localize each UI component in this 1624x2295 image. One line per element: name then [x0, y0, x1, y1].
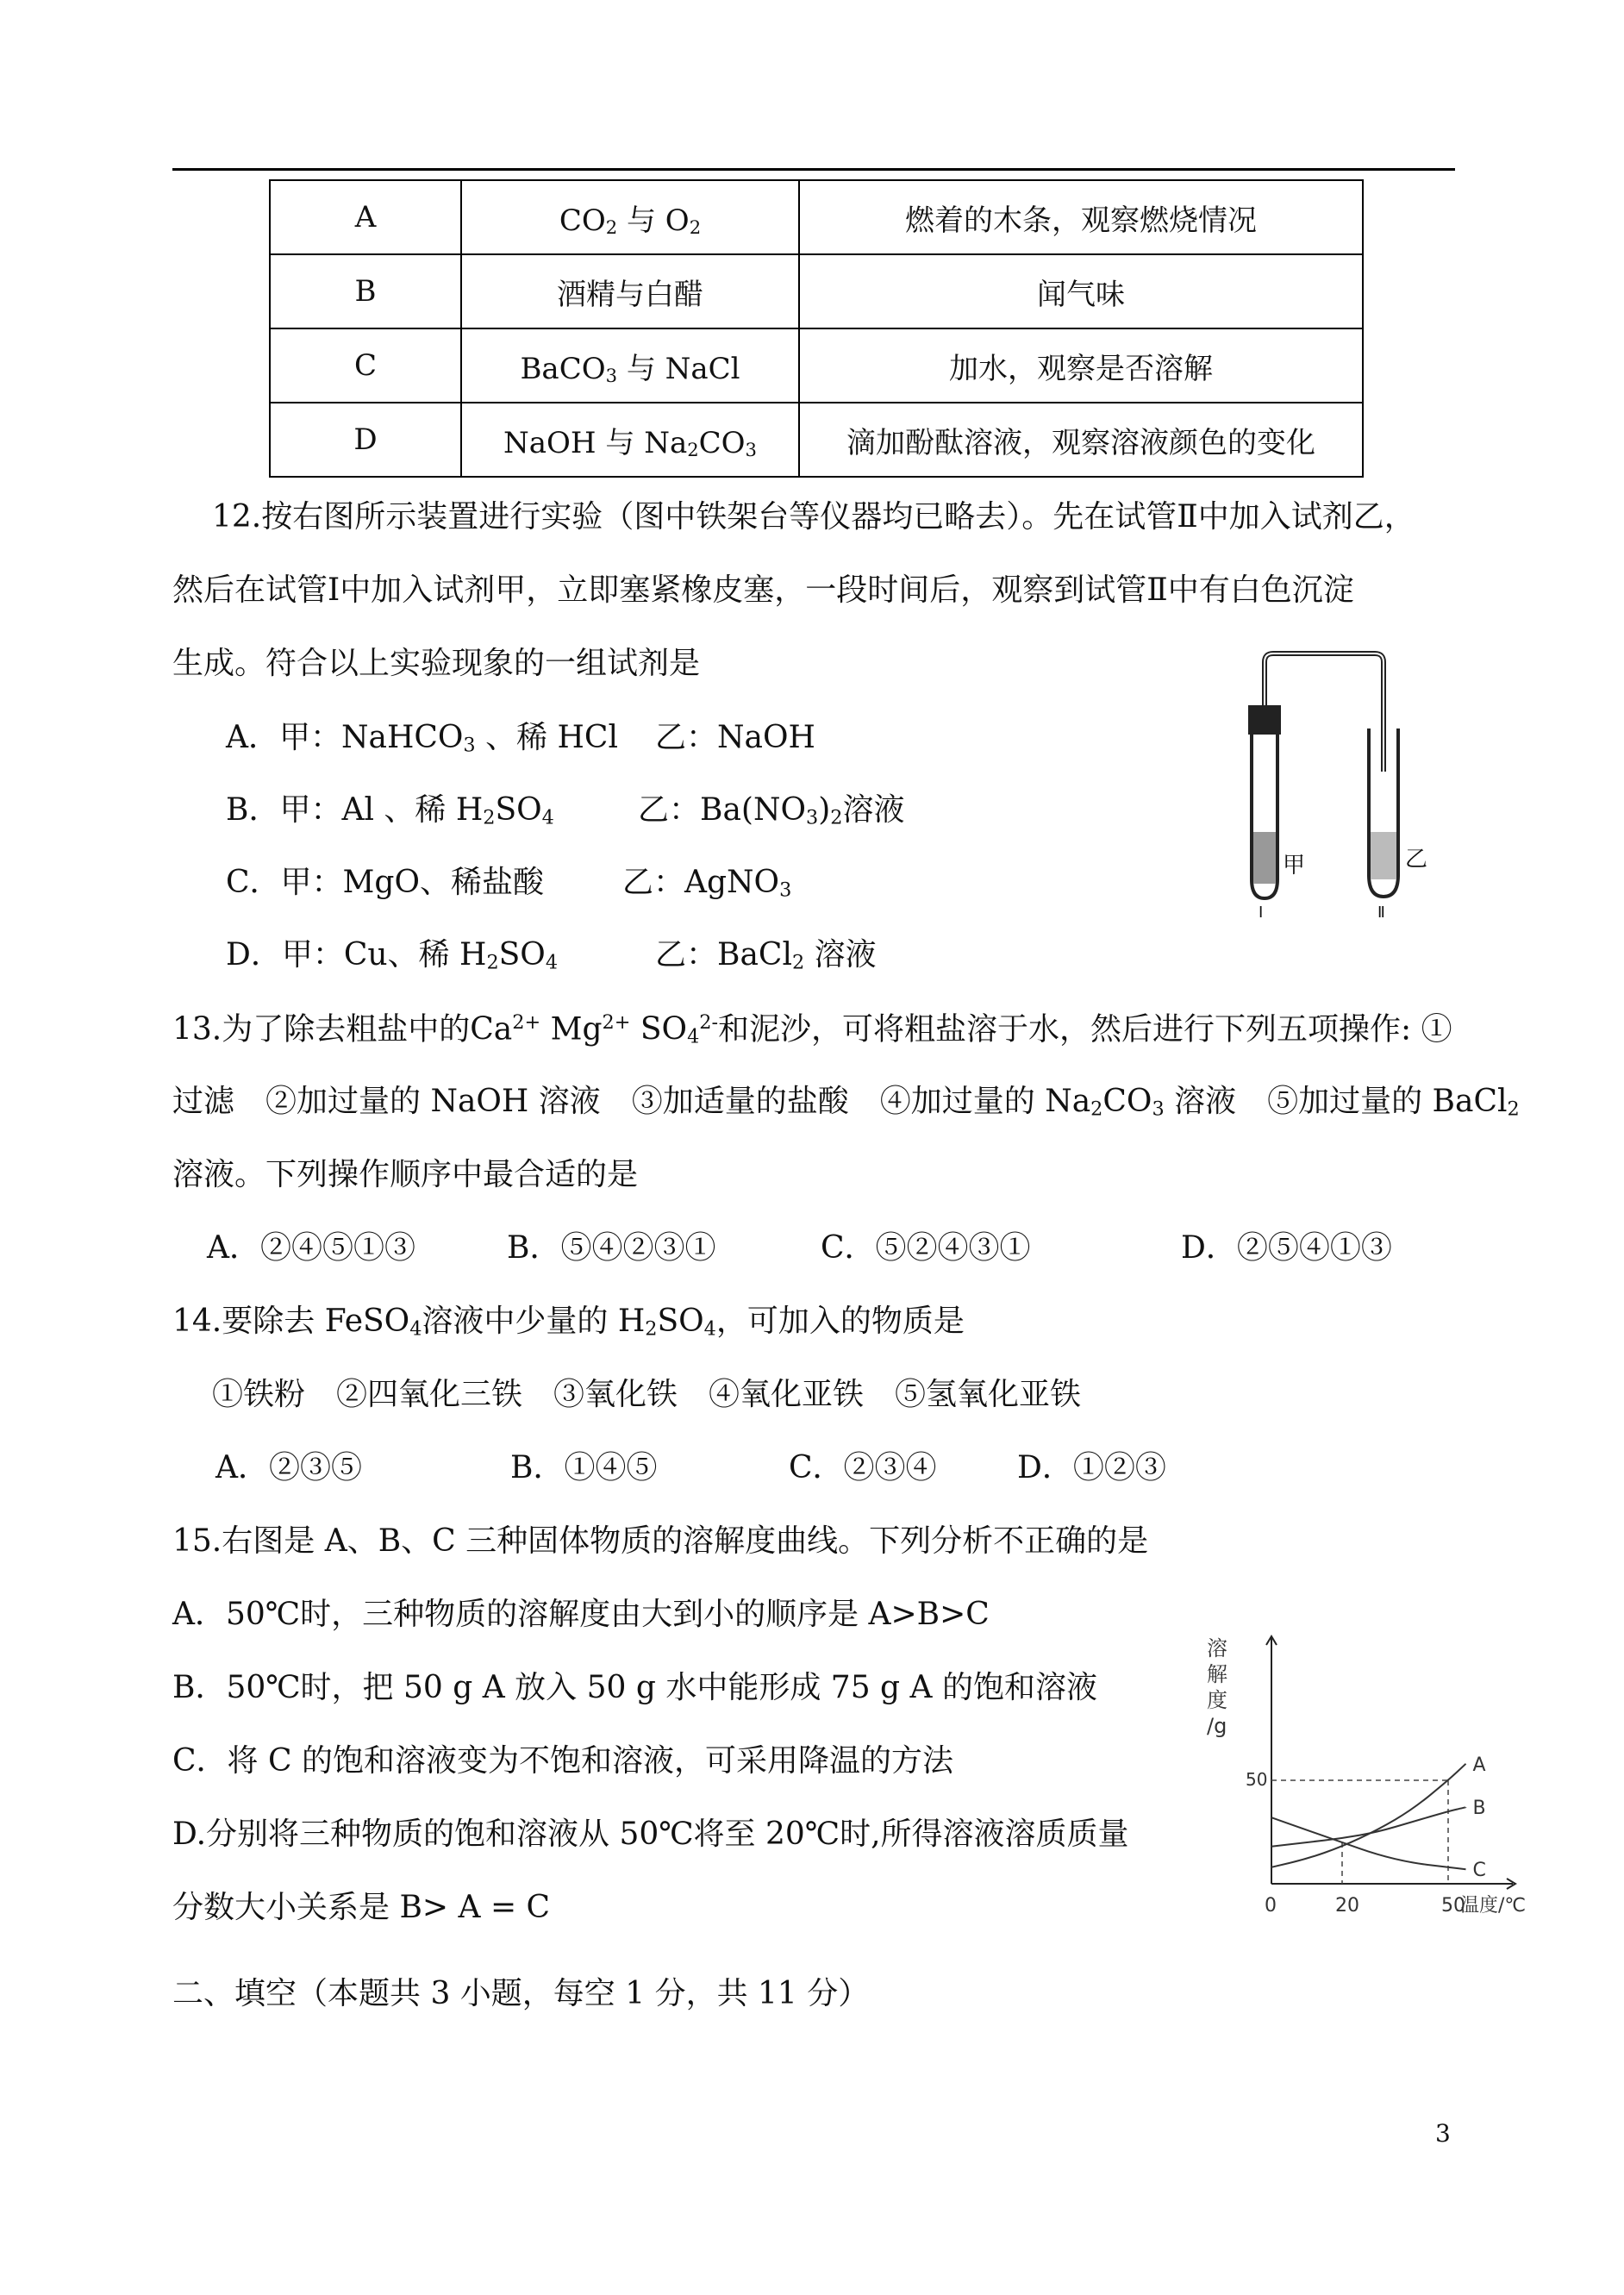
q15-stem: 15.右图是 A、B、C 三种固体物质的溶解度曲线。下列分析不正确的是 [172, 1523, 1149, 1559]
table-cell-label: A [270, 180, 461, 254]
x-tick-label: 0 [1265, 1895, 1277, 1917]
q12-stem-line-1: 12.按右图所示装置进行实验（图中铁架台等仪器均已略去）。先在试管Ⅱ中加入试剂乙， [212, 499, 1415, 535]
table-row [270, 328, 1363, 403]
q12-stem-line-3: 生成。符合以上实验现象的一组试剂是 [172, 646, 701, 681]
q15-option-c: C．将 C 的饱和溶液变为不饱和溶液，可采用降温的方法 [172, 1743, 953, 1779]
section-2-heading: 二、填空（本题共 3 小题，每空 1 分，共 11 分） [172, 1976, 870, 2011]
y-axis-label-char: 溶 [1207, 1636, 1227, 1660]
q15-option-b: B．50℃时，把 50 g A 放入 50 g 水中能形成 75 g A 的饱和溶液 [172, 1670, 1097, 1705]
table-row [270, 254, 1363, 328]
x-tick-label: 20 [1335, 1895, 1359, 1917]
q15-option-d-line-1: D.分别将三种物质的饱和溶液从 50℃将至 20℃时,所得溶液溶质质量 [172, 1817, 1129, 1852]
table-cell-label: C [270, 328, 461, 403]
series-label-a: A [1472, 1754, 1486, 1776]
q12-option-a-yi: 乙：NaOH [655, 720, 815, 755]
q14-items: ①铁粉 ②四氧化三铁 ③氧化铁 ④氧化亚铁 ⑤氢氧化亚铁 [212, 1377, 1082, 1412]
table-cell-method: 滴加酚酞溶液，观察溶液颜色的变化 [799, 403, 1363, 477]
q12-option-d-jia: D．甲：Cu、稀 $H_2SO_4$ [226, 937, 559, 974]
series-label-b: B [1472, 1798, 1486, 1820]
x-tick-label: 50 [1441, 1895, 1465, 1917]
table-cell-method: 加水，观察是否溶解 [799, 328, 1363, 403]
header-rule [172, 168, 1455, 171]
y-axis-label-char: 解 [1207, 1662, 1227, 1686]
q12-option-c-yi: 乙：AgNO$_3$ [622, 865, 792, 902]
table-row [270, 403, 1363, 477]
table-cell-substances: NaOH 与 $Na_2CO_3$ [461, 403, 799, 477]
table-cell-substances: $CO_2$ 与 $O_2$ [461, 180, 799, 254]
y-tick-label: 50 [1246, 1769, 1268, 1790]
table-cell-method: 闻气味 [799, 254, 1363, 328]
q15-option-d-line-2: 分数大小关系是 B> A = C [172, 1890, 551, 1925]
x-axis-label: 温度/℃ [1460, 1895, 1526, 1917]
series-label-c: C [1472, 1860, 1486, 1882]
table-row [270, 180, 1363, 254]
q13-stem-line-2: 过滤 ②加过量的 NaOH 溶液 ③加适量的盐酸 ④加过量的 $Na_2CO_3$ 溶液 ⑤加过量的 BaCl$_2$ [172, 1084, 1520, 1121]
tube-1-label: 甲 [1283, 853, 1306, 879]
q13-stem-line-1: 13.为了除去粗盐中的$Ca^{2+}$ $Mg^{2+}$ $SO_4^{2-}$和泥沙，可将粗盐溶于水，然后进行下列五项操作: ① [172, 1011, 1452, 1048]
q12-option-b-jia: B．甲：Al 、稀 $H_2SO_4$ [226, 792, 554, 829]
q13-option-d: D．②⑤④①③ [1181, 1230, 1392, 1266]
q13-option-c: C．⑤②④③① [821, 1230, 1031, 1266]
q15-option-a: A．50℃时，三种物质的溶解度由大到小的顺序是 A>B>C [172, 1597, 990, 1632]
connecting-tube [1265, 653, 1384, 772]
table-cell-substances: 酒精与白醋 [461, 254, 799, 328]
tube-2-mark: Ⅱ [1377, 904, 1385, 922]
q14-option-d: D．①②③ [1017, 1450, 1166, 1485]
series-line-b [1271, 1807, 1466, 1847]
q12-option-d-yi: 乙：BaCl$_2$ 溶液 [655, 937, 877, 974]
tube-1-mark: Ⅰ [1259, 904, 1264, 922]
y-axis-label-char: 度 [1207, 1688, 1227, 1712]
identification-table [269, 179, 1364, 478]
y-axis-label-char: /g [1207, 1714, 1227, 1738]
table-cell-label: B [270, 254, 461, 328]
q13-stem-line-3: 溶液。下列操作顺序中最合适的是 [172, 1157, 639, 1192]
q12-stem-line-2: 然后在试管Ⅰ中加入试剂甲，立即塞紧橡皮塞，一段时间后，观察到试管Ⅱ中有白色沉淀 [172, 572, 1354, 608]
solubility-curve-chart [1181, 1621, 1526, 1923]
table-cell-substances: BaCO$_3$ 与 NaCl [461, 328, 799, 403]
q13-option-b: B．⑤④②③① [507, 1230, 716, 1266]
q12-option-b-yi: 乙：$Ba(NO_3)_2$溶液 [638, 792, 905, 829]
q12-option-c-jia: C．甲：MgO、稀盐酸 [226, 865, 544, 900]
q14-option-c: C．②③④ [789, 1450, 937, 1485]
table-cell-label: D [270, 403, 461, 477]
page-number: 3 [1435, 2119, 1451, 2148]
q14-option-a: A．②③⑤ [215, 1450, 362, 1485]
test-tube-apparatus-figure [1233, 647, 1457, 922]
q12-option-a-jia: A．甲：NaHCO$_3$ 、稀 HCl [226, 720, 618, 757]
q13-option-a: A．②④⑤①③ [207, 1230, 415, 1266]
rubber-stopper [1248, 705, 1281, 735]
tube-2-label: 乙 [1405, 847, 1428, 872]
q14-option-b: B．①④⑤ [510, 1450, 658, 1485]
q14-stem: 14.要除去 FeSO$_4$溶液中少量的 $H_2SO_4$，可加入的物质是 [172, 1304, 965, 1341]
table-cell-method: 燃着的木条，观察燃烧情况 [799, 180, 1363, 254]
